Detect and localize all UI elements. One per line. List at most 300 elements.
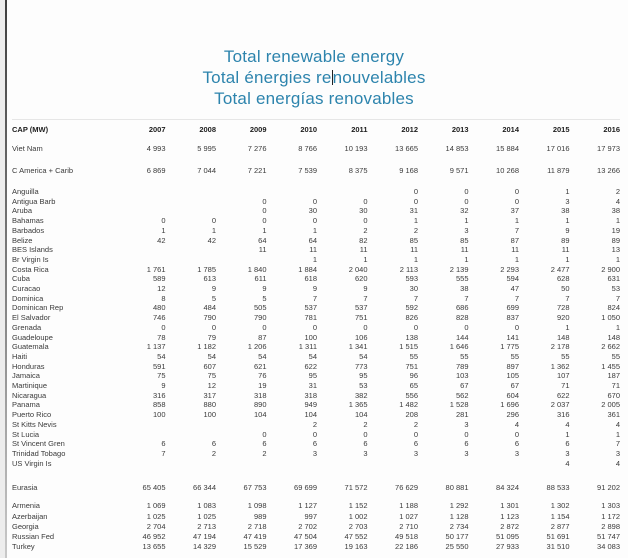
- cell: 2 734: [449, 521, 469, 531]
- cell: 11: [258, 245, 267, 255]
- cell: 0: [514, 196, 519, 206]
- cell: 537: [304, 303, 317, 313]
- cell: 1 301: [500, 501, 519, 511]
- cell: 1 311: [298, 342, 317, 352]
- row-label: Turkey: [12, 542, 35, 552]
- cell: 2: [312, 419, 317, 429]
- cell: 13: [611, 245, 620, 255]
- cell: 13 266: [597, 166, 620, 175]
- cell: 1 127: [298, 501, 317, 511]
- cell: 11: [359, 245, 368, 255]
- table-row: [12, 352, 620, 362]
- cell: 631: [607, 274, 620, 284]
- cell: 87: [510, 235, 519, 245]
- cell: 1: [413, 254, 418, 264]
- cell: 1 123: [500, 511, 519, 521]
- cell: 2: [413, 419, 418, 429]
- row-label: Martinique: [12, 381, 48, 391]
- cell: 55: [510, 351, 519, 361]
- cell: 3: [464, 419, 469, 429]
- cell: 7: [161, 448, 166, 458]
- cell: 318: [304, 390, 317, 400]
- row-label: Dominican Rep: [12, 303, 64, 313]
- title-french-after-cursor: nouvelables: [332, 68, 426, 87]
- cell: 47: [510, 284, 519, 294]
- cell: 96: [409, 371, 418, 381]
- cell: 1: [514, 254, 519, 264]
- row-label: Haiti: [12, 351, 28, 361]
- cell: 0: [464, 429, 469, 439]
- cell: 2 662: [601, 342, 620, 352]
- cell: 1 840: [247, 264, 267, 274]
- cell: 1 292: [449, 501, 469, 511]
- table-row: [12, 226, 620, 236]
- cell: 67: [460, 381, 469, 391]
- row-label: Belize: [12, 235, 33, 245]
- cell: 0: [312, 196, 317, 206]
- cell: 9 571: [449, 166, 469, 175]
- cell: 17 973: [597, 144, 620, 153]
- table-header: [12, 120, 620, 138]
- cell: 1: [615, 216, 620, 226]
- row-label: Trinidad Tobago: [12, 448, 66, 458]
- cell: 38: [460, 284, 469, 294]
- cell: 88 533: [546, 483, 570, 493]
- cell: 30: [308, 206, 317, 216]
- cell: 562: [455, 390, 469, 400]
- row-label: Guatemala: [12, 342, 49, 352]
- cell: 790: [253, 313, 267, 323]
- cell: 3: [514, 448, 519, 458]
- cell: 25 550: [445, 542, 469, 552]
- cell: 3: [363, 448, 368, 458]
- cell: 3: [312, 448, 317, 458]
- cell: 71: [611, 381, 620, 391]
- cell: 148: [607, 332, 620, 342]
- row-label: Georgia: [12, 521, 39, 531]
- cell: 27 933: [496, 542, 519, 552]
- cell: 14 853: [445, 144, 469, 153]
- cell: 79: [207, 332, 216, 342]
- cell: 2 877: [550, 521, 570, 531]
- cell: 0: [262, 206, 267, 216]
- cell: 3: [565, 196, 570, 206]
- cell: 8 766: [298, 144, 317, 153]
- cell: 920: [556, 313, 570, 323]
- table-row: [12, 197, 620, 207]
- cell: 53: [359, 381, 368, 391]
- cell: 12: [157, 284, 166, 294]
- cell: 8: [161, 293, 166, 303]
- cell: 0: [211, 322, 216, 332]
- table-row: [12, 160, 620, 182]
- row-label: St Vincent Gren: [12, 439, 65, 449]
- cell: 2 113: [399, 264, 418, 274]
- table-row: [12, 303, 620, 313]
- cell: 382: [354, 390, 368, 400]
- cell: 0: [312, 216, 317, 226]
- cell: 9: [161, 381, 166, 391]
- cell: 148: [556, 332, 570, 342]
- cell: 1: [464, 254, 469, 264]
- table-row: [12, 342, 620, 352]
- cell: 47 194: [193, 532, 216, 541]
- table-row: [12, 333, 620, 343]
- cell: 1 154: [550, 511, 570, 521]
- cell: 6: [514, 439, 519, 449]
- cell: 10 193: [344, 144, 368, 153]
- cell: 85: [460, 235, 469, 245]
- row-label: Jamaica: [12, 371, 40, 381]
- row-label: Br Virgin Is: [12, 254, 49, 264]
- cell: 1 025: [146, 511, 166, 521]
- cell: 31: [409, 206, 418, 216]
- cell: 620: [354, 274, 368, 284]
- table-row: [12, 313, 620, 323]
- cell: 7 221: [247, 166, 267, 175]
- row-label: St Lucia: [12, 429, 40, 439]
- table-row: [12, 430, 620, 440]
- cell: 12: [207, 381, 216, 391]
- cell: 0: [363, 216, 368, 226]
- cell: 6: [211, 439, 216, 449]
- cell: 880: [203, 400, 216, 410]
- cell: 47 552: [344, 532, 368, 541]
- cell: 0: [413, 196, 418, 206]
- row-label: Aruba: [12, 206, 33, 216]
- cell: 1: [413, 216, 418, 226]
- cell: 30: [359, 206, 368, 216]
- cell: 2012: [401, 125, 418, 134]
- cell: 1 455: [601, 361, 620, 371]
- table-row: [12, 216, 620, 226]
- cell: 5: [211, 293, 216, 303]
- cell: 2 293: [500, 264, 519, 274]
- cell: 1 152: [348, 501, 368, 511]
- cell: 989: [253, 511, 267, 521]
- cell: 0: [514, 322, 519, 332]
- table-row: [12, 542, 620, 552]
- cell: 11: [511, 245, 519, 255]
- cell: 7: [615, 293, 620, 303]
- cell: 591: [152, 361, 166, 371]
- cell: 1: [211, 225, 216, 235]
- cell: 0: [464, 196, 469, 206]
- cell: 105: [506, 371, 519, 381]
- cell: 949: [304, 400, 317, 410]
- cell: 7 044: [197, 166, 216, 175]
- cell: 82: [359, 235, 368, 245]
- cell: 0: [413, 429, 418, 439]
- cell: 2 040: [348, 264, 368, 274]
- row-label: Eurasia: [12, 483, 38, 493]
- cell: 2 005: [601, 400, 620, 410]
- cell: 2008: [199, 125, 216, 134]
- cell: 22 186: [395, 542, 418, 552]
- cell: 6: [464, 439, 469, 449]
- table-row: [12, 501, 620, 511]
- cell: 613: [203, 274, 216, 284]
- table-row: [12, 323, 620, 333]
- cell: 0: [413, 322, 418, 332]
- cell: 104: [253, 410, 267, 420]
- cell: 2 710: [399, 521, 418, 531]
- cell: 0: [464, 322, 469, 332]
- cell: 71 572: [344, 483, 368, 493]
- cell: 37: [510, 206, 519, 216]
- table-row: [12, 400, 620, 410]
- cell: 555: [455, 274, 469, 284]
- cell: 1 302: [550, 501, 570, 511]
- table-section-eurasia-countries: [12, 501, 620, 552]
- column-header: CAP (MW): [12, 125, 49, 134]
- cell: 1 785: [197, 264, 216, 274]
- cell: 71: [561, 381, 570, 391]
- cell: 54: [258, 351, 267, 361]
- cell: 5: [262, 293, 267, 303]
- cell: 1 128: [449, 511, 469, 521]
- cell: 1 696: [500, 400, 519, 410]
- cell: 0: [312, 429, 317, 439]
- cell: 2009: [249, 125, 267, 134]
- cell: 107: [556, 371, 570, 381]
- cell: 50 177: [445, 532, 469, 541]
- cell: 0: [262, 216, 267, 226]
- cell: 4: [565, 419, 570, 429]
- row-label: US Virgin Is: [12, 458, 52, 468]
- cell: 7: [363, 293, 368, 303]
- cell: 1 365: [348, 400, 368, 410]
- cell: 4: [615, 419, 620, 429]
- row-label: Puerto Rico: [12, 410, 52, 420]
- cell: 64: [308, 235, 317, 245]
- table-row: [12, 420, 620, 430]
- cell: 95: [308, 371, 317, 381]
- cell: 2: [363, 225, 368, 235]
- cell: 100: [304, 332, 317, 342]
- cell: 1: [514, 216, 519, 226]
- cell: 593: [405, 274, 418, 284]
- cell: 38: [611, 206, 620, 216]
- cell: 69 699: [294, 483, 317, 493]
- table-row: [12, 120, 620, 138]
- cell: 361: [607, 410, 620, 420]
- cell: 505: [253, 303, 267, 313]
- cell: 611: [254, 274, 267, 284]
- cell: 5 995: [197, 144, 216, 153]
- cell: 746: [152, 313, 166, 323]
- cell: 51 691: [546, 532, 570, 541]
- cell: 1 002: [348, 511, 368, 521]
- cell: 4 993: [146, 144, 166, 153]
- cell: 138: [405, 332, 418, 342]
- cell: 790: [203, 313, 216, 323]
- table-row: [12, 362, 620, 372]
- cell: 4: [615, 458, 620, 468]
- cell: 1 528: [449, 400, 469, 410]
- cell: 49 518: [395, 532, 418, 541]
- cell: 897: [506, 361, 519, 371]
- row-label: BES Islands: [12, 245, 53, 255]
- cell: 31: [308, 381, 317, 391]
- cell: 2 704: [146, 521, 166, 531]
- cell: 9: [211, 284, 216, 294]
- table-row: [12, 245, 620, 255]
- cell: 7: [514, 293, 519, 303]
- cell: 4: [514, 419, 519, 429]
- cell: 87: [258, 332, 267, 342]
- cell: 890: [253, 400, 267, 410]
- cell: 686: [455, 303, 469, 313]
- cell: 2007: [148, 125, 166, 134]
- cell: 837: [506, 313, 519, 323]
- cell: 1 482: [399, 400, 418, 410]
- cell: 6: [262, 439, 267, 449]
- cell: 34 083: [597, 542, 620, 552]
- cell: 76: [258, 371, 267, 381]
- row-label: Barbados: [12, 225, 45, 235]
- table-section-carib: [12, 187, 620, 468]
- cell: 1: [615, 322, 620, 332]
- cell: 1 303: [601, 501, 620, 511]
- row-label: Dominica: [12, 293, 44, 303]
- cell: 1: [161, 225, 166, 235]
- cell: 2 178: [550, 342, 570, 352]
- cell: 6 869: [146, 166, 166, 175]
- row-label: Curacao: [12, 284, 41, 294]
- cell: 8 375: [348, 166, 368, 175]
- cell: 11 879: [547, 166, 570, 175]
- row-label: Grenada: [12, 322, 42, 332]
- cell: 1 884: [298, 264, 317, 274]
- cell: 2 898: [601, 521, 620, 531]
- table-row: [12, 284, 620, 294]
- row-label: Costa Rica: [12, 264, 49, 274]
- cell: 607: [203, 361, 216, 371]
- cell: 316: [152, 390, 166, 400]
- cell: 7: [514, 225, 519, 235]
- cell: 317: [203, 390, 216, 400]
- cell: 2014: [502, 125, 519, 134]
- cell: 728: [556, 303, 570, 313]
- cell: 19 163: [344, 542, 368, 552]
- table-row: [12, 138, 620, 160]
- cell: 0: [514, 429, 519, 439]
- cell: 3: [464, 448, 469, 458]
- cell: 1 206: [247, 342, 267, 352]
- cell: 4: [565, 458, 570, 468]
- cell: 144: [455, 332, 469, 342]
- cell: 281: [455, 410, 469, 420]
- cell: 66 344: [193, 483, 216, 493]
- cell: 2 703: [348, 521, 368, 531]
- cell: 1 069: [146, 501, 166, 511]
- cell: 1 182: [197, 342, 216, 352]
- cell: 628: [556, 274, 570, 284]
- cell: 1: [565, 187, 570, 196]
- cell: 1 188: [399, 501, 418, 511]
- cell: 618: [304, 274, 317, 284]
- cell: 1 025: [197, 511, 216, 521]
- cell: 1: [565, 216, 570, 226]
- row-label: Guadeloupe: [12, 332, 53, 342]
- cell: 6: [161, 439, 166, 449]
- cell: 32: [460, 206, 469, 216]
- table-row: [12, 439, 620, 449]
- cell: 6: [565, 439, 570, 449]
- cell: 296: [506, 410, 519, 420]
- cell: 589: [152, 274, 166, 284]
- cell: 19: [258, 381, 267, 391]
- cell: 2 477: [550, 264, 570, 274]
- cell: 9: [363, 284, 368, 294]
- cell: 55: [611, 351, 620, 361]
- cell: 0: [312, 322, 317, 332]
- cell: 2015: [552, 125, 570, 134]
- cell: 2016: [603, 125, 620, 134]
- row-label: Azerbaijan: [12, 511, 48, 521]
- table-row: [12, 274, 620, 284]
- table-row: [12, 477, 620, 498]
- cell: 9: [565, 225, 570, 235]
- cell: 2: [363, 419, 368, 429]
- cell: 100: [152, 410, 166, 420]
- cell: 42: [157, 235, 166, 245]
- cell: 622: [304, 361, 317, 371]
- row-label: Armenia: [12, 501, 40, 511]
- cell: 318: [253, 390, 267, 400]
- cell: 1: [312, 225, 317, 235]
- cell: 2010: [300, 125, 317, 134]
- cell: 106: [354, 332, 368, 342]
- title-line-english[interactable]: Total renewable energy: [223, 47, 405, 66]
- cell: 2 139: [449, 264, 469, 274]
- cell: 1 515: [399, 342, 418, 352]
- cell: 1: [615, 254, 620, 264]
- cell: 11: [460, 245, 469, 255]
- cell: 91 202: [597, 483, 620, 493]
- cell: 51 095: [496, 532, 519, 541]
- title-line-spanish[interactable]: Total energías renovables: [214, 89, 414, 108]
- table-row: [12, 449, 620, 459]
- cell: 1 341: [348, 342, 368, 352]
- table-row: [12, 206, 620, 216]
- cell: 2 702: [298, 521, 317, 531]
- cell: 0: [363, 322, 368, 332]
- cell: 1: [312, 254, 317, 264]
- cell: 781: [304, 313, 317, 323]
- row-label: Antigua Barb: [12, 196, 56, 206]
- cell: 15 884: [496, 144, 519, 153]
- cell: 826: [405, 313, 418, 323]
- cell: 622: [556, 390, 570, 400]
- cell: 9 168: [399, 166, 418, 175]
- cell: 858: [152, 400, 166, 410]
- cell: 997: [304, 511, 317, 521]
- cell: 103: [455, 371, 469, 381]
- title-line-french[interactable]: [0, 67, 628, 88]
- cell: 67 753: [243, 483, 267, 493]
- cell: 592: [405, 303, 418, 313]
- cell: 2: [262, 448, 267, 458]
- cell: 75: [157, 371, 166, 381]
- cell: 7: [565, 293, 570, 303]
- cell: 0: [161, 322, 166, 332]
- cell: 0: [262, 196, 267, 206]
- cell: 773: [354, 361, 368, 371]
- cell: 1: [262, 225, 267, 235]
- cell: 2 900: [601, 264, 620, 274]
